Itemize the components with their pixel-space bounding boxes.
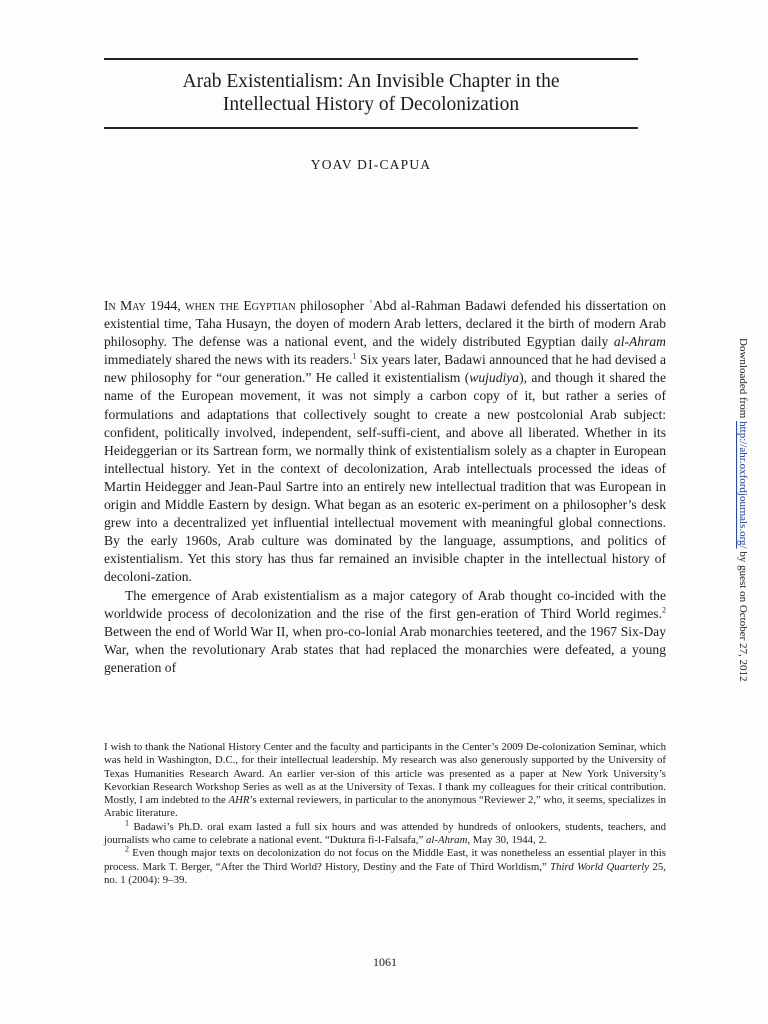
article-title: [104, 70, 638, 116]
article-body: [104, 297, 666, 677]
footnotes: [104, 741, 666, 887]
page-number: 1061: [373, 955, 397, 969]
small-caps-lead: In May 1944, when the Egyptian: [104, 298, 296, 313]
footnote-1: $^1$ Badawi’s Ph.D. oral exam lasted a full six hours and was attended by hundreds of onlookers, students, teachers, and journalists who came to celebrate a national event. “Duktura fi-l-Falsafa,” al-Ahram, May 30, 1944, 2.: [104, 818, 666, 847]
title-line-1: Arab Existentialism: An Invisible Chapter in the: [182, 71, 560, 92]
title-line-2: Intellectual History of Decolonization: [222, 94, 520, 115]
footnote-ref-1[interactable]: 1: [352, 351, 357, 361]
footnote-ref-2[interactable]: 2: [662, 605, 666, 615]
acknowledgment-note: I wish to thank the National History Center and the faculty and participants in the Center’s 2009 De-colonization Seminar, which was held in Washington, D.C., for their intellectual leadership. My research was also generously supported by the University of Texas Humanities Research Award. An earlier ver-sion of this article was presented as a paper at New York University’s Kevorkian Research Workshop Series as well as at the University of Texas. I thank my colleagues for their critical contribution. Mostly, I am indebted to the AHR’s external reviewers, in particular to the anonymous “Reviewer 2,” who, it seems, specializes in Arabic literature.: [104, 741, 666, 820]
footnote-2: $^2$ Even though major texts on decolonization do not focus on the Middle East, it was nonetheless an essential player in this process. Mark T. Berger, “After the Third World? History, Destiny and the Fate of Third Worldism,” Third World Quarterly 25, no. 1 (2004): 9–39.: [104, 844, 666, 886]
title-bottom-rule: [104, 127, 638, 129]
author-name: YOAV DI-CAPUA: [310, 157, 432, 172]
journal-link[interactable]: http://ahr.oxfordjournals.org/: [737, 421, 749, 549]
body-paragraph-2: The emergence of Arab existentialism as a major category of Arab thought co-incided with the worldwide process of decolonization and the rise of the first gen-eration of Third World regimes.$^2$ Between the end of World War II, when pro-co-lonial Arab monarchies teetered, and the 1967 Six-Day War, when the revolutionary Arab states that had replaced the monarchies were defeated, a young generation of: [104, 587, 666, 675]
top-rule: [104, 58, 638, 60]
body-paragraph-1: In May 1944, when the Egyptian philosopher ʿAbd al-Rahman Badawi defended his dissertation on existential time, Taha Husayn, the doyen of modern Arab letters, declared it the birth of modern Arab philosophy. The defense was a national event, and the widely distributed Egyptian daily al-Ahram immediately shared the news with its readers.$^1$ Six years later, Badawi announced that he had devised a new philosophy for “our generation.” He called it existentialism (wujudiya), and though it shared the name of the European movement, it was not simply a carbon copy of it, but rather a series of formulations and adaptations that collectively sought to create a new postcolonial Arab subject: confident, politically involved, independent, self-suffi-cient, and above all liberated. Whether in its Heideggerian or its Sartrean form, we normally think of existentialism solely as a chapter in European intellectual history. Yet in the context of decolonization, Arab intellectuals processed the ideas of Martin Heidegger and Jean-Paul Sartre into an entirely new intellectual tradition that was European in origin and Middle Eastern by design. What began as an esoteric ex-periment on a philosopher’s desk grew into a decentralized yet influential intellectual movement with meaningful global connections. By the early 1960s, Arab culture was dominated by the language, assumptions, and politics of existentialism. Yet this story has thus far remained an invisible chapter in the intellectual history of decoloni-zation.: [104, 298, 667, 585]
download-watermark: Downloaded from http://ahr.oxfordjournals.org/ by guest on October 27, 2012: [737, 338, 749, 682]
